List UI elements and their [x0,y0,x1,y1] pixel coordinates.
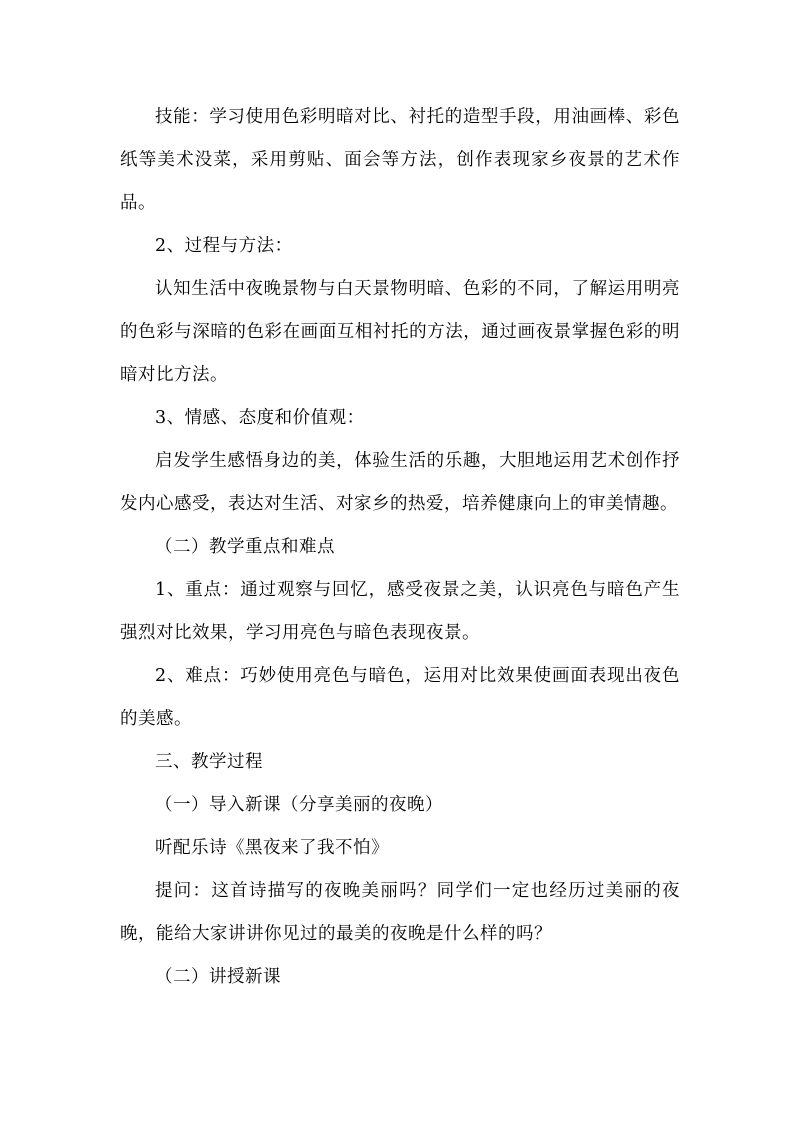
document-body [120,96,680,999]
paragraph-key-point: 1、重点：通过观察与回忆，感受夜景之美，认识亮色与暗色产生强烈对比效果，学习用亮色与暗色表现夜景。 [120,580,680,643]
paragraph-listen-poem: 听配乐诗《黑夜来了我不怕》 [155,838,389,858]
heading-teaching-process: 三、教学过程 [155,752,263,772]
heading-process-and-methods: 2、过程与方法： [155,236,293,256]
paragraph-emotion-attitude-values: 启发学生感悟身边的美，体验生活的乐趣，大胆地运用艺术创作抒发内心感受，表达对生活、对家乡的热爱，培养健康向上的审美情趣。 [120,451,680,514]
paragraph-skills: 技能：学习使用色彩明暗对比、衬托的造型手段，用油画棒、彩色纸等美术没菜，采用剪贴、面会等方法，创作表现家乡夜景的艺术作品。 [120,107,680,213]
heading-introduce-new-lesson: （一）导入新课（分享美丽的夜晚） [155,795,443,815]
paragraph-question: 提问：这首诗描写的夜晚美丽吗？同学们一定也经历过美丽的夜晚，能给大家讲讲你见过的最美的夜晚是什么样的吗？ [120,881,680,944]
heading-teach-new-lesson: （二）讲授新课 [155,967,281,987]
heading-key-points-and-difficulties: （二）教学重点和难点 [155,537,335,557]
paragraph-difficulty: 2、难点：巧妙使用亮色与暗色，运用对比效果使画面表现出夜色的美感。 [120,666,680,729]
paragraph-process-and-methods: 认知生活中夜晚景物与白天景物明暗、色彩的不同，了解运用明亮的色彩与深暗的色彩在画面互相衬托的方法，通过画夜景掌握色彩的明暗对比方法。 [120,279,680,385]
heading-emotion-attitude-values: 3、情感、态度和价值观： [155,408,365,428]
